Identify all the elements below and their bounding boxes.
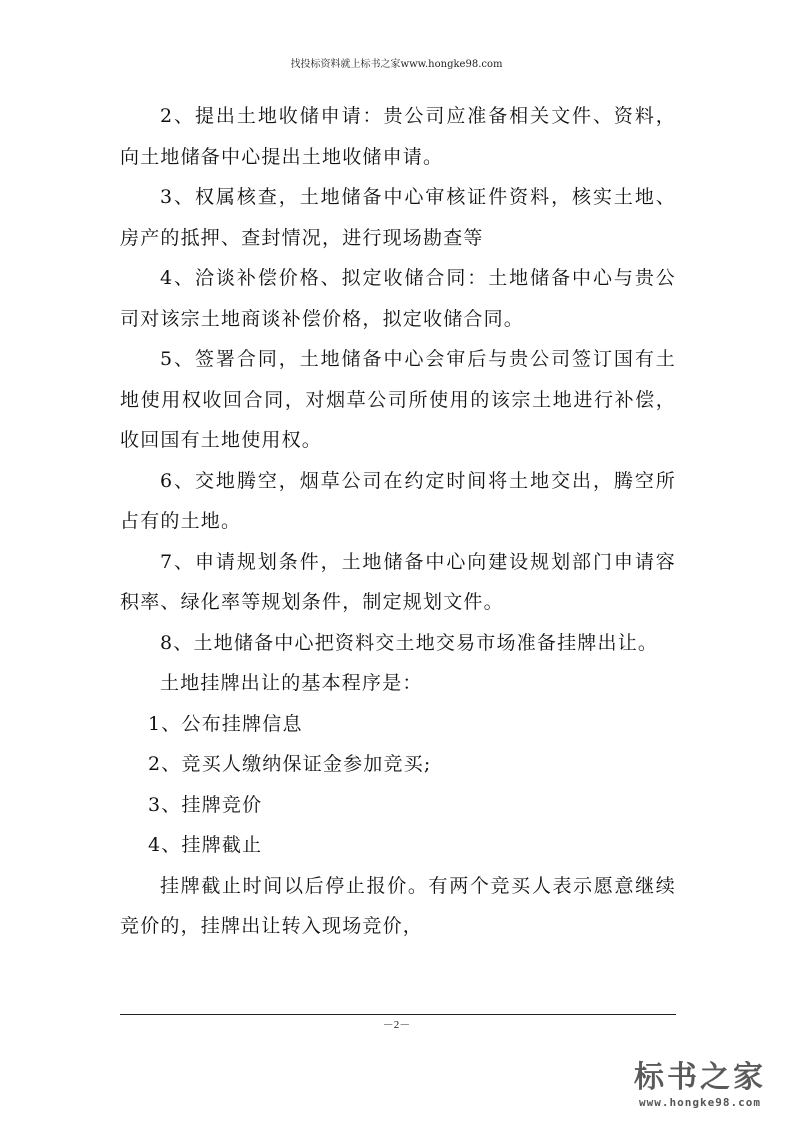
paragraph-step-3: 3、权属核查，土地储备中心审核证件资料，核实土地、房产的抵押、查封情况，进行现场勘查等 <box>120 186 676 249</box>
footer-divider <box>120 1014 676 1015</box>
page-number: －2－ <box>382 1019 411 1031</box>
paragraph-closing: 挂牌截止时间以后停止报价。有两个竞买人表示愿意继续竞价的，挂牌出让转入现场竞价， <box>120 874 676 937</box>
paragraph-step-7: 7、申请规划条件，土地储备中心向建设规划部门申请容积率、绿化率等规划条件，制定规划文件。 <box>120 550 676 613</box>
listing-item-1: 1、公布挂牌信息 <box>148 712 303 735</box>
paragraph-step-6: 6、交地腾空，烟草公司在约定时间将土地交出，腾空所占有的土地。 <box>120 469 676 532</box>
paragraph-step-5: 5、签署合同，土地储备中心会审后与贵公司签订国有土地使用权收回合同，对烟草公司所使用的该宗土地进行补偿，收回国有土地使用权。 <box>120 348 676 451</box>
listing-item-4: 4、挂牌截止 <box>148 834 263 856</box>
document-body <box>120 96 676 947</box>
paragraph-step-2: 2、提出土地收储申请：贵公司应准备相关文件、资料，向土地储备中心提出土地收储申请。 <box>120 105 676 168</box>
watermark-logo-text: 标书之家 <box>634 1060 766 1095</box>
listing-procedure-heading: 土地挂牌出让的基本程序是： <box>160 672 423 694</box>
paragraph-step-8: 8、土地储备中心把资料交土地交易市场准备挂牌出让。 <box>160 631 659 654</box>
page-header: 找投标资料就上标书之家www.hongke98.com <box>290 59 503 70</box>
watermark-logo <box>625 1060 775 1110</box>
listing-item-3: 3、挂牌竞价 <box>148 793 263 816</box>
watermark-url: www.hongke98.com <box>639 1096 761 1109</box>
listing-item-2: 2、竞买人缴纳保证金参加竞买; <box>148 753 432 775</box>
paragraph-step-4: 4、洽谈补偿价格、拟定收储合同：土地储备中心与贵公司对该宗土地商谈补偿价格，拟定收储合同。 <box>120 267 676 330</box>
